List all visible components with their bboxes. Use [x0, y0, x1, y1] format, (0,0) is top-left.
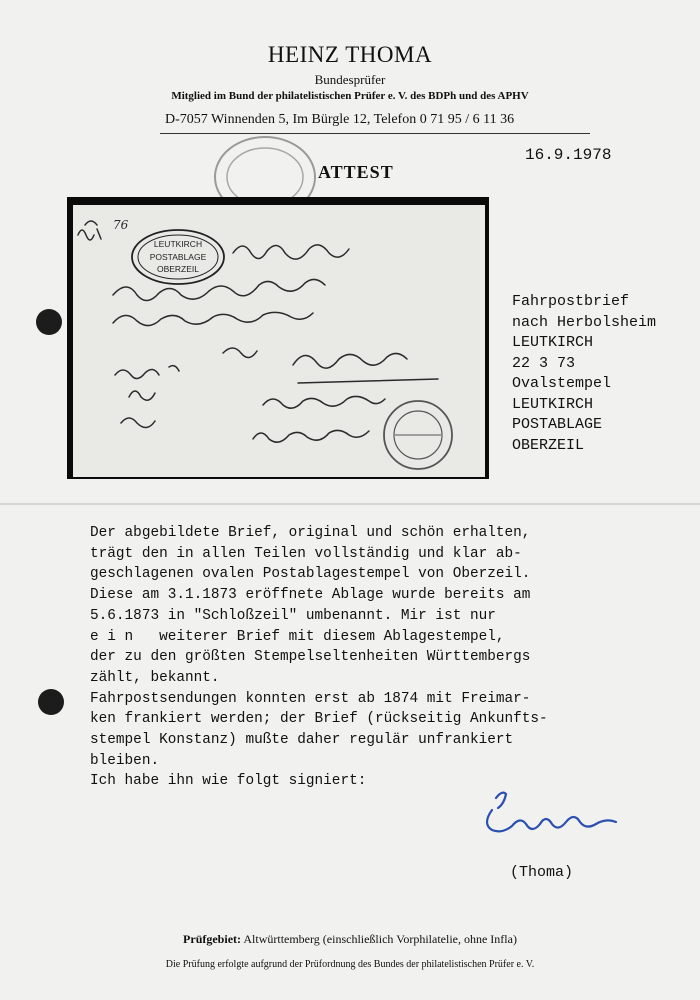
side-note: LEUTKIRCH	[512, 395, 594, 413]
side-note: LEUTKIRCH	[512, 334, 594, 351]
attest-body	[90, 523, 548, 792]
envelope-photo	[73, 205, 485, 477]
attest-title: ATTEST	[318, 162, 394, 182]
examination-area-value: Altwürttemberg (einschließlich Vorphilatelie, ohne Infla)	[243, 932, 517, 946]
manuscript-fee: 76	[113, 218, 129, 232]
body-line: Diese am 3.1.1873 eröffnete Ablage wurde bereits am	[90, 587, 531, 604]
side-note: Ovalstempel	[512, 375, 612, 392]
oval-stamp-line-1: LEUTKIRCH	[153, 239, 203, 249]
body-line: trägt den in allen Teilen vollständig und klar ab-	[90, 545, 522, 562]
membership-line: Mitglied im Bund der philatelistischen Prüfer e. V. des BDPh und des APHV	[171, 90, 529, 102]
body-line: ken frankiert werden; der Brief (rückseitig Ankunfts-	[90, 711, 548, 728]
side-note: POSTABLAGE	[512, 416, 603, 433]
attest-date: 16.9.1978	[525, 146, 612, 164]
body-line: bleiben.	[90, 752, 160, 769]
examination-area-label: Prüfgebiet:	[183, 932, 242, 946]
examiner-name: HEINZ THOMA	[267, 42, 433, 67]
signature-name: (Thoma)	[510, 864, 574, 881]
body-line: Fahrpostsendungen konnten erst ab 1874 mit Freimar-	[90, 690, 531, 707]
envelope-image	[73, 205, 485, 477]
side-note: OBERZEIL	[512, 436, 585, 454]
examination-area	[0, 932, 700, 947]
body-line: zählt, bekannt.	[90, 669, 220, 686]
body-line: e i n weiterer Brief mit diesem Ablagestempel,	[90, 628, 505, 645]
body-line: Der abgebildete Brief, original und schön erhalten,	[90, 525, 531, 541]
examination-rules-note: Die Prüfung erfolgte aufgrund der Prüfordnung des Bundes der philatelistischen Prüfer e. V.	[165, 959, 535, 970]
punch-hole-bottom	[38, 689, 64, 715]
fold-line	[0, 503, 700, 505]
body-line: der zu den größten Stempelseltenheiten Württembergs	[90, 649, 531, 666]
body-line: 5.6.1873 in "Schloßzeil" umbenannt. Mir ist nur	[90, 607, 496, 624]
address-line: D-7057 Winnenden 5, Im Bürgle 12, Telefon 0 71 95 / 6 11 36	[165, 112, 515, 127]
body-line: stempel Konstanz) mußte daher regulär unfrankiert	[90, 732, 514, 749]
handwritten-signature	[478, 788, 648, 850]
examiner-title: Bundesprüfer	[314, 72, 386, 87]
punch-hole-top	[36, 309, 62, 335]
envelope-description	[512, 292, 656, 456]
round-datestamp	[384, 401, 452, 469]
oval-stamp-line-3: OBERZEIL	[156, 264, 200, 274]
side-note: nach Herbolsheim	[512, 313, 657, 331]
oval-stamp-line-2: POSTABLAGE	[149, 252, 207, 262]
side-note: 22 3 73	[512, 354, 576, 372]
side-note: Fahrpostbrief	[512, 293, 630, 310]
oval-postmark	[132, 230, 224, 284]
body-line: Ich habe ihn wie folgt signiert:	[90, 773, 367, 790]
body-line: geschlagenen ovalen Postablagestempel von Oberzeil.	[90, 566, 531, 583]
